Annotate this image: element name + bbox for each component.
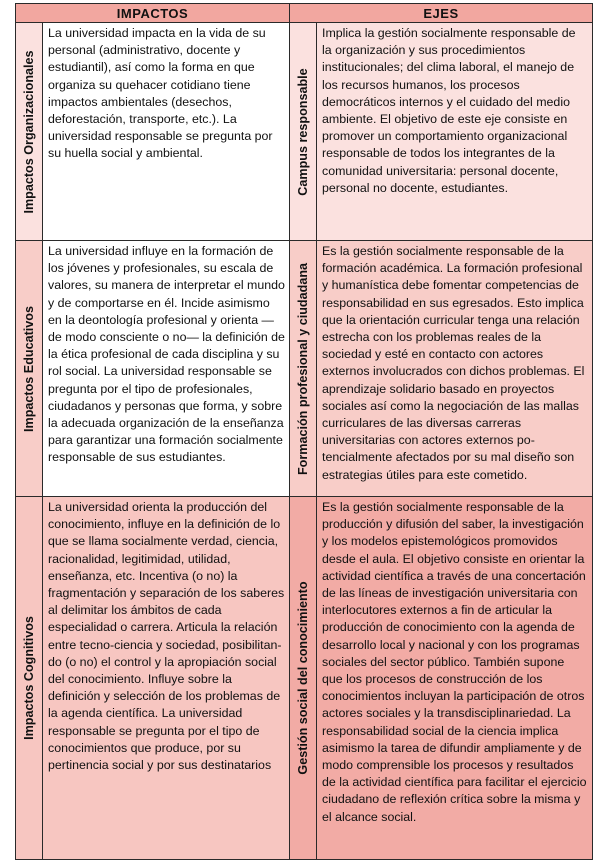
table-row (16, 23, 593, 241)
table-header-row (16, 4, 593, 23)
axis-text-formacion: Es la gestión socialmente responsable de la formación académica. La formación profesional y humanística debe fomentar competencias de responsabilidad en sus egresados. Esto implica que la orientación curricular tenga una relación estrecha con los problemas reales de la sociedad y esté en contacto con actores externos involucrados con dichos problemas. El aprendizaje solidario basado en proyectos sociales así como la negociación de las mallas curriculares de las diversas carreras universitarias con actores externos potencialmente afectados por su mal diseño son estrategias útiles para este cometido. (317, 241, 593, 497)
axis-label-cell (290, 241, 317, 497)
axis-label-gestion: Gestión social del conocimiento (296, 581, 311, 775)
axis-label-cell (290, 497, 317, 860)
impact-label-cell (16, 241, 43, 497)
table-row (16, 241, 593, 497)
impact-text-organizacionales: La universidad impacta en la vida de su personal (administrativo, docente y estudiantil), así como la forma en que organiza su quehacer cotidiano tiene impactos ambientales (desechos, deforestación, transporte, etc.). La universidad responsable se pregunta por su huella social y ambiental. (43, 23, 289, 165)
axis-text-campus: Implica la gestión socialmente responsable de la organización y sus procedimientos institucionales; del clima laboral, el manejo de los recursos humanos, los procesos democráticos internos y el cuidado del medio ambiente. El objetivo de este eje consiste en promover un comportamiento organizacional responsable de todos los integrantes de la comunidad universitaria: personal docente, personal no docente, estudiantes. (317, 23, 593, 241)
impact-label-cognitivos: Impactos Cognitivos (22, 616, 36, 740)
axis-label-formacion: Formación profesional y ciudadana (296, 262, 311, 475)
axis-label-campus: Campus responsable (296, 67, 311, 196)
impactos-header: IMPACTOS (16, 4, 290, 23)
impact-label-cell (16, 497, 43, 860)
ejes-header: EJES (290, 4, 593, 23)
impact-text-cell (43, 497, 290, 860)
table-row (16, 497, 593, 860)
impacts-axes-table (15, 3, 593, 860)
impact-label-organizacionales: Impactos Organizacionales (22, 49, 36, 214)
impact-label-cell (16, 23, 43, 241)
impact-text-cell (43, 23, 290, 241)
impact-text-cell (43, 241, 290, 497)
axis-text-gestion: Es la gestión socialmente responsable de la producción y difusión del saber, la investigación y los modelos epistemológicos promovidos desde el aula. El objetivo consiste en orientar la actividad científica a través de una concertación de las líneas de investigación universitaria con interlocutores externos a fin de articular la producción de conocimiento con la agenda de desarrollo local y nacional y con los programas sociales del sector público. También supone que los procesos de construcción de los conocimientos incluyan la participación de otros actores sociales y la transdisciplinariedad. La responsabilidad social de la ciencia implica asimismo la tarea de difundir ampliamente y de modo comprensible los procesos y resultados de la actividad científica para facilitar el ejercicio ciudadano de reflexión crítica sobre la misma y el alcance social. (317, 497, 593, 860)
impact-label-educativos: Impactos Educativos (22, 305, 36, 432)
impact-text-cognitivos: La universidad orienta la producción del conocimiento, influye en la definición de lo que se llama socialmente verdad, ciencia, racionalidad, legitimidad, utilidad, enseñanza, etc. Incentiva (o no) la fragmentación y separación de los saberes al delimitar los ámbitos de cada especialidad o carrera. Articula la relación entre tecno-ciencia y sociedad, posibilitando (o no) el control y la apropiación social del conocimiento. Influye sobre la definición y selección de los problemas de la agenda científica. La universidad responsable se pregunta por el tipo de conocimientos que produce, por su pertinencia social y por sus destinatarios (43, 497, 289, 776)
impact-text-educativos: La universidad influye en la formación de los jóvenes y profesionales, su escala de valores, su manera de interpretar el mundo y de comportarse en él. Incide asimismo en la deontología profesional y orienta —de modo consciente o no— la definición de la ética profesional de cada disciplina y su rol social. La universidad responsable se pregunta por el tipo de profesionales, ciudadanos y personas que forma, y sobre la adecuada organización de la enseñanza para garantizar una formación socialmente responsable de sus estudiantes. (43, 241, 289, 469)
axis-label-cell (290, 23, 317, 241)
